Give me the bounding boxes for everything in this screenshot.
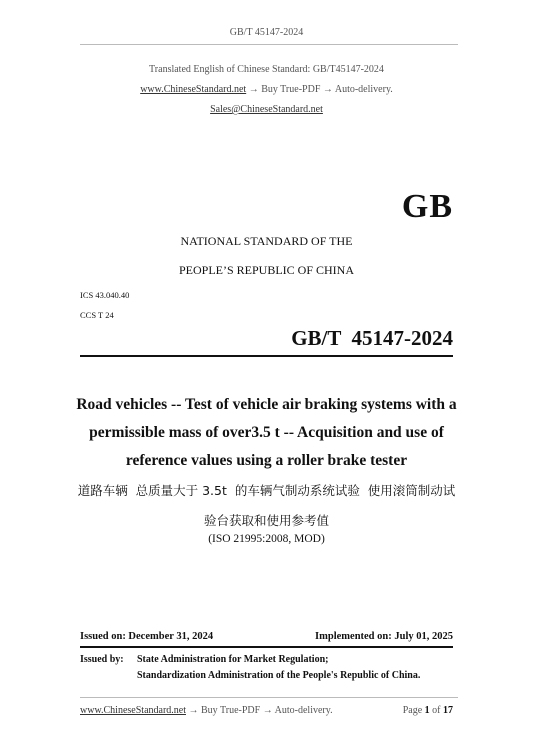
- page-word: Page: [402, 705, 423, 716]
- issued-by-label: Issued by:: [80, 654, 124, 665]
- arrow-icon: →: [262, 705, 273, 716]
- ics-code: ICS 43.040.40: [80, 290, 130, 300]
- ccs-code: CCS T 24: [80, 310, 114, 320]
- running-header: GB/T 45147-2024: [229, 27, 304, 38]
- title-en-line2: permissible mass of over3.5 t -- Acquisition and use of: [89, 424, 444, 441]
- issuer-2: Standardization Administration of the People's Republic of China.: [137, 670, 421, 681]
- footer-promo: [80, 705, 333, 716]
- national-standard-line2: PEOPLE’S REPUBLIC OF CHINA: [178, 263, 355, 277]
- buy-pdf-text: Buy True-PDF: [261, 84, 321, 95]
- gb-logo: GB: [401, 188, 453, 225]
- arrow-icon: →: [248, 84, 259, 95]
- implemented-on: Implemented on: July 01, 2025: [315, 631, 453, 642]
- title-cn-line2: 验台获取和使用参考值: [203, 513, 329, 528]
- iso-reference: (ISO 21995:2008, MOD): [208, 533, 325, 545]
- page-current: 1: [424, 705, 430, 716]
- sales-email-link[interactable]: Sales@ChineseStandard.net: [210, 104, 323, 115]
- auto-delivery-text: Auto-delivery.: [334, 84, 393, 95]
- footer-divider: [80, 697, 458, 698]
- site-link[interactable]: www.ChineseStandard.net: [140, 84, 247, 95]
- page-indicator: [403, 705, 453, 716]
- footer-delivery-text: Auto-delivery.: [274, 705, 333, 716]
- dates-rule: [80, 646, 453, 648]
- arrow-icon: →: [322, 84, 333, 95]
- title-en-line3: reference values using a roller brake tester: [125, 452, 408, 469]
- title-cn-line1: 道路车辆 总质量大于 3.5t 的车辆气制动系统试验 使用滚筒制动试: [77, 483, 456, 498]
- standard-number-rule: [80, 355, 453, 357]
- page-total: 17: [443, 705, 453, 716]
- header-divider: [80, 44, 458, 45]
- national-standard-line1: NATIONAL STANDARD OF THE: [180, 234, 353, 248]
- translated-notice: Translated English of Chinese Standard: GB/T45147-2024: [149, 64, 384, 75]
- issuer-1: State Administration for Market Regulation;: [137, 654, 329, 665]
- promo-line: [0, 84, 533, 95]
- footer-buy-text: Buy True-PDF: [201, 705, 261, 716]
- title-en-line1: Road vehicles -- Test of vehicle air braking systems with a: [76, 396, 457, 413]
- arrow-icon: →: [188, 705, 199, 716]
- email-line: [0, 104, 533, 115]
- standard-number: GB/T 45147-2024: [291, 326, 453, 350]
- issued-on: Issued on: December 31, 2024: [80, 631, 214, 642]
- footer-site-link[interactable]: www.ChineseStandard.net: [80, 705, 186, 716]
- page-of: of: [432, 705, 441, 716]
